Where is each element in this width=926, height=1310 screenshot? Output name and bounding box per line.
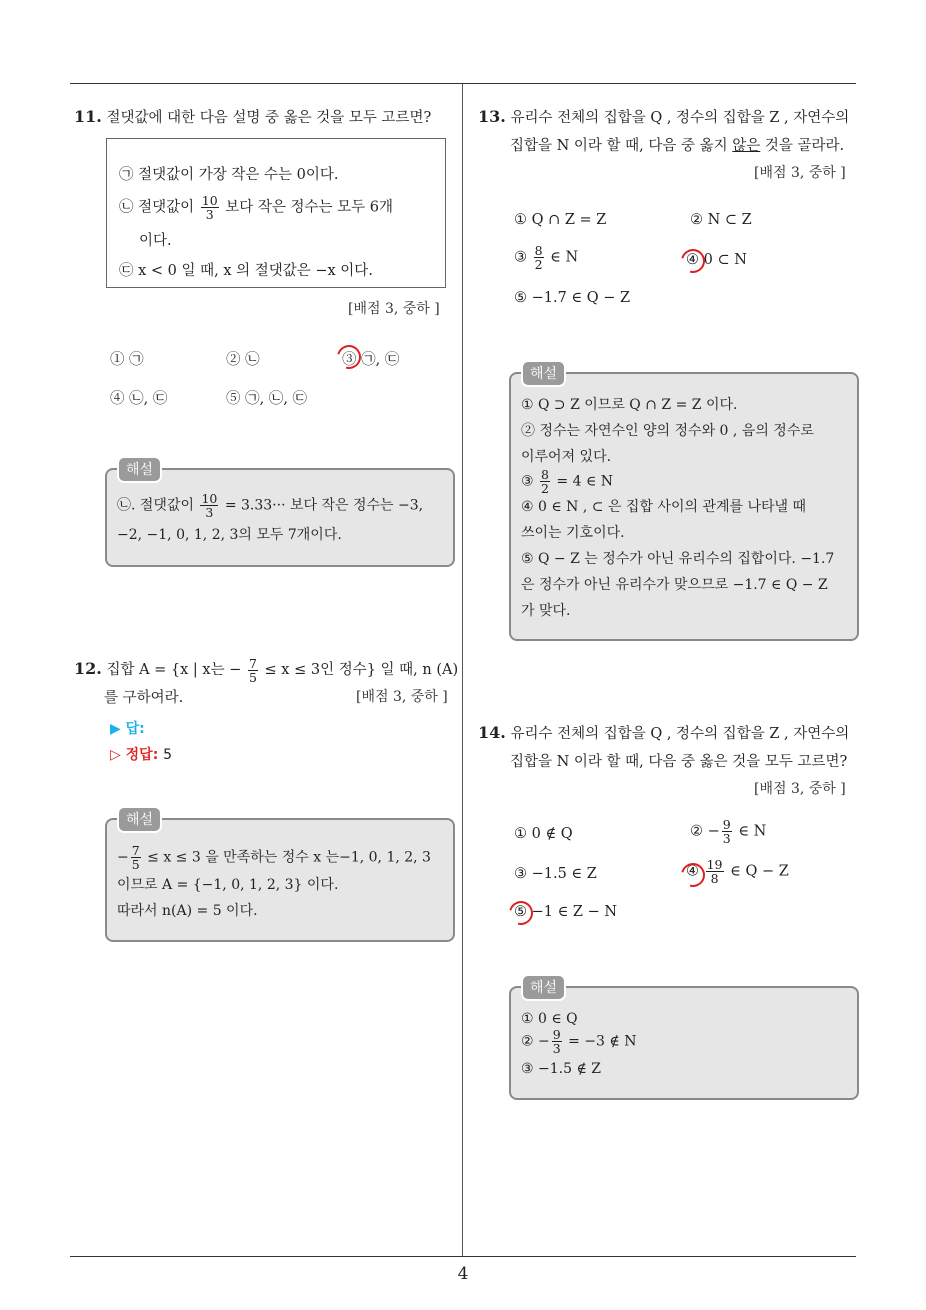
page-number: 4 (457, 1264, 469, 1284)
q14-choice-5: ⑤ −1 ∈ Z − N (514, 904, 618, 920)
top-rule (70, 83, 856, 84)
answer-mark-circle (505, 897, 538, 930)
q14-solution-line-1: ① 0 ∈ Q (521, 1011, 578, 1027)
answer-mark-circle (677, 245, 710, 278)
q11-statement-1: ㉠ 절댓값이 가장 작은 수는 0이다. (119, 167, 339, 183)
q11-number: 11. (74, 107, 102, 126)
q14-choice-4: ④ $\frac{19}{8}$ ∈ Q − Z (686, 857, 789, 886)
q13-score: [배점 3, 중하 ] (754, 165, 846, 181)
fraction: $\frac{8}{2}$ (534, 243, 543, 272)
fraction: $\frac{10}{3}$ (201, 193, 218, 222)
q12-number: 12. (74, 659, 102, 678)
q12-correct-answer: ▷ 정답: 5 (110, 747, 173, 763)
q11-score: [배점 3, 중하 ] (348, 301, 440, 317)
q11-solution-line-2: −2, −1, 0, 1, 2, 3의 모두 7개이다. (117, 527, 342, 543)
q11-choice-4: ④ ㉡, ㉢ (110, 391, 168, 407)
q14-choice-2: ② − $\frac{9}{3}$ ∈ N (690, 817, 767, 846)
fraction: $\frac{8}{2}$ (541, 467, 549, 496)
q11-choice-2: ② ㉡ (226, 352, 260, 368)
q13-choice-2: ② N ⊂ Z (690, 212, 752, 228)
q12-score: [배점 3, 중하 ] (356, 689, 448, 705)
fraction: $\frac{10}{3}$ (201, 491, 218, 520)
q11-statement-3: ㉢ x < 0 일 때, x 의 절댓값은 −x 이다. (119, 263, 373, 279)
q12-solution-line-3: 따라서 n(A) = 5 이다. (117, 903, 258, 919)
q11-statement-2-cont: 이다. (139, 233, 172, 249)
q13-solution-line-4: ③ $\frac{8}{2}$ = 4 ∈ N (521, 467, 614, 496)
q13-stem: 13. 유리수 전체의 집합을 Q , 정수의 집합을 Z , 자연수의 (478, 107, 850, 126)
fraction: $\frac{9}{3}$ (552, 1027, 561, 1056)
q12-solution-line-2: 이므로 A = {−1, 0, 1, 2, 3} 이다. (117, 877, 339, 893)
q13-choice-5: ⑤ −1.7 ∈ Q − Z (514, 290, 631, 306)
q13-choice-1: ① Q ∩ Z = Z (514, 212, 607, 228)
q12-text-2: 를 구하여라. (104, 690, 184, 706)
q13-solution-line-7: ⑤ Q − Z 는 정수가 아닌 유리수의 집합이다. −1.7 (521, 551, 835, 567)
q11-choice-1: ① ㉠ (110, 352, 144, 368)
q11-stem (74, 104, 431, 131)
q13-text-2: 집합을 N 이라 할 때, 다음 중 옳지 않은 것을 골라라. (510, 138, 845, 154)
q11-solution-line-1: ㉡. 절댓값이 $\frac{10}{3}$ = 3.33··· 보다 작은 정수는 −3, (117, 491, 424, 520)
q13-solution-line-6: 쓰이는 기호이다. (521, 525, 625, 541)
q12-stem: 12. 집합 A = {x | x는 − $\frac{7}{5}$ ≤ x ≤ 3인 정수} 일 때, n (A) (74, 655, 459, 685)
q14-solution-line-3: ③ −1.5 ∉ Z (521, 1061, 601, 1077)
q13-solution-line-5: ④ 0 ∈ N , ⊂ 은 집합 사이의 관계를 나타낼 때 (521, 499, 807, 515)
q14-stem: 14. 유리수 전체의 집합을 Q , 정수의 집합을 Z , 자연수의 (478, 723, 850, 742)
q14-solution-box (509, 986, 859, 1100)
q11-choice-5: ⑤ ㉠, ㉡, ㉢ (226, 391, 308, 407)
column-divider (462, 84, 463, 1256)
q13-solution-line-3: 이루어져 있다. (521, 449, 612, 465)
q13-solution-line-1: ① Q ⊃ Z 이므로 Q ∩ Z = Z 이다. (521, 397, 738, 413)
q14-text-2: 집합을 N 이라 할 때, 다음 중 옳은 것을 모두 고르면? (510, 754, 848, 770)
q12-solution-box (105, 818, 455, 942)
fraction: $\frac{19}{8}$ (706, 857, 723, 886)
q14-solution-tag: 해설 (521, 974, 566, 1001)
q13-solution-line-9: 가 맞다. (521, 603, 571, 619)
q14-choice-3: ③ −1.5 ∈ Z (514, 866, 597, 882)
q13-choice-3: ③ $\frac{8}{2}$ ∈ N (514, 243, 579, 272)
q13-solution-box (509, 372, 859, 641)
q14-number: 14. (478, 723, 506, 742)
bottom-rule (70, 1256, 856, 1257)
q14-score: [배점 3, 중하 ] (754, 781, 846, 797)
q13-choice-4: ④ 0 ⊂ N (686, 252, 747, 268)
q14-solution-line-2: ② − $\frac{9}{3}$ = −3 ∉ N (521, 1027, 637, 1056)
fraction: $\frac{7}{5}$ (131, 843, 140, 872)
q11-text: 절댓값에 대한 다음 설명 중 옳은 것을 모두 고르면? (106, 110, 432, 126)
fraction: $\frac{7}{5}$ (248, 655, 257, 685)
q11-solution-tag: 해설 (117, 456, 162, 483)
q14-choice-1: ① 0 ∉ Q (514, 826, 573, 842)
q12-solution-tag: 해설 (117, 806, 162, 833)
q13-number: 13. (478, 107, 506, 126)
q12-answer-label: ▶ 답: (110, 721, 145, 737)
q12-correct-value: 5 (163, 747, 173, 763)
fraction: $\frac{9}{3}$ (722, 817, 731, 846)
q12-solution-line-1: − $\frac{7}{5}$ ≤ x ≤ 3 을 만족하는 정수 x 는−1, 0, 1, 2, 3 (117, 843, 431, 872)
q11-choice-3: ③ ㉠, ㉢ (342, 352, 400, 368)
q11-statement-box (106, 138, 446, 288)
q11-solution-box (105, 468, 455, 567)
q13-solution-line-8: 은 정수가 아닌 유리수가 맞으므로 −1.7 ∈ Q − Z (521, 577, 828, 593)
q13-solution-line-2: ② 정수는 자연수인 양의 정수와 0 , 음의 정수로 (521, 423, 814, 439)
q13-solution-tag: 해설 (521, 360, 566, 387)
q11-statement-2: ㉡ 절댓값이 $\frac{10}{3}$ 보다 작은 정수는 모두 6개 (119, 193, 393, 222)
